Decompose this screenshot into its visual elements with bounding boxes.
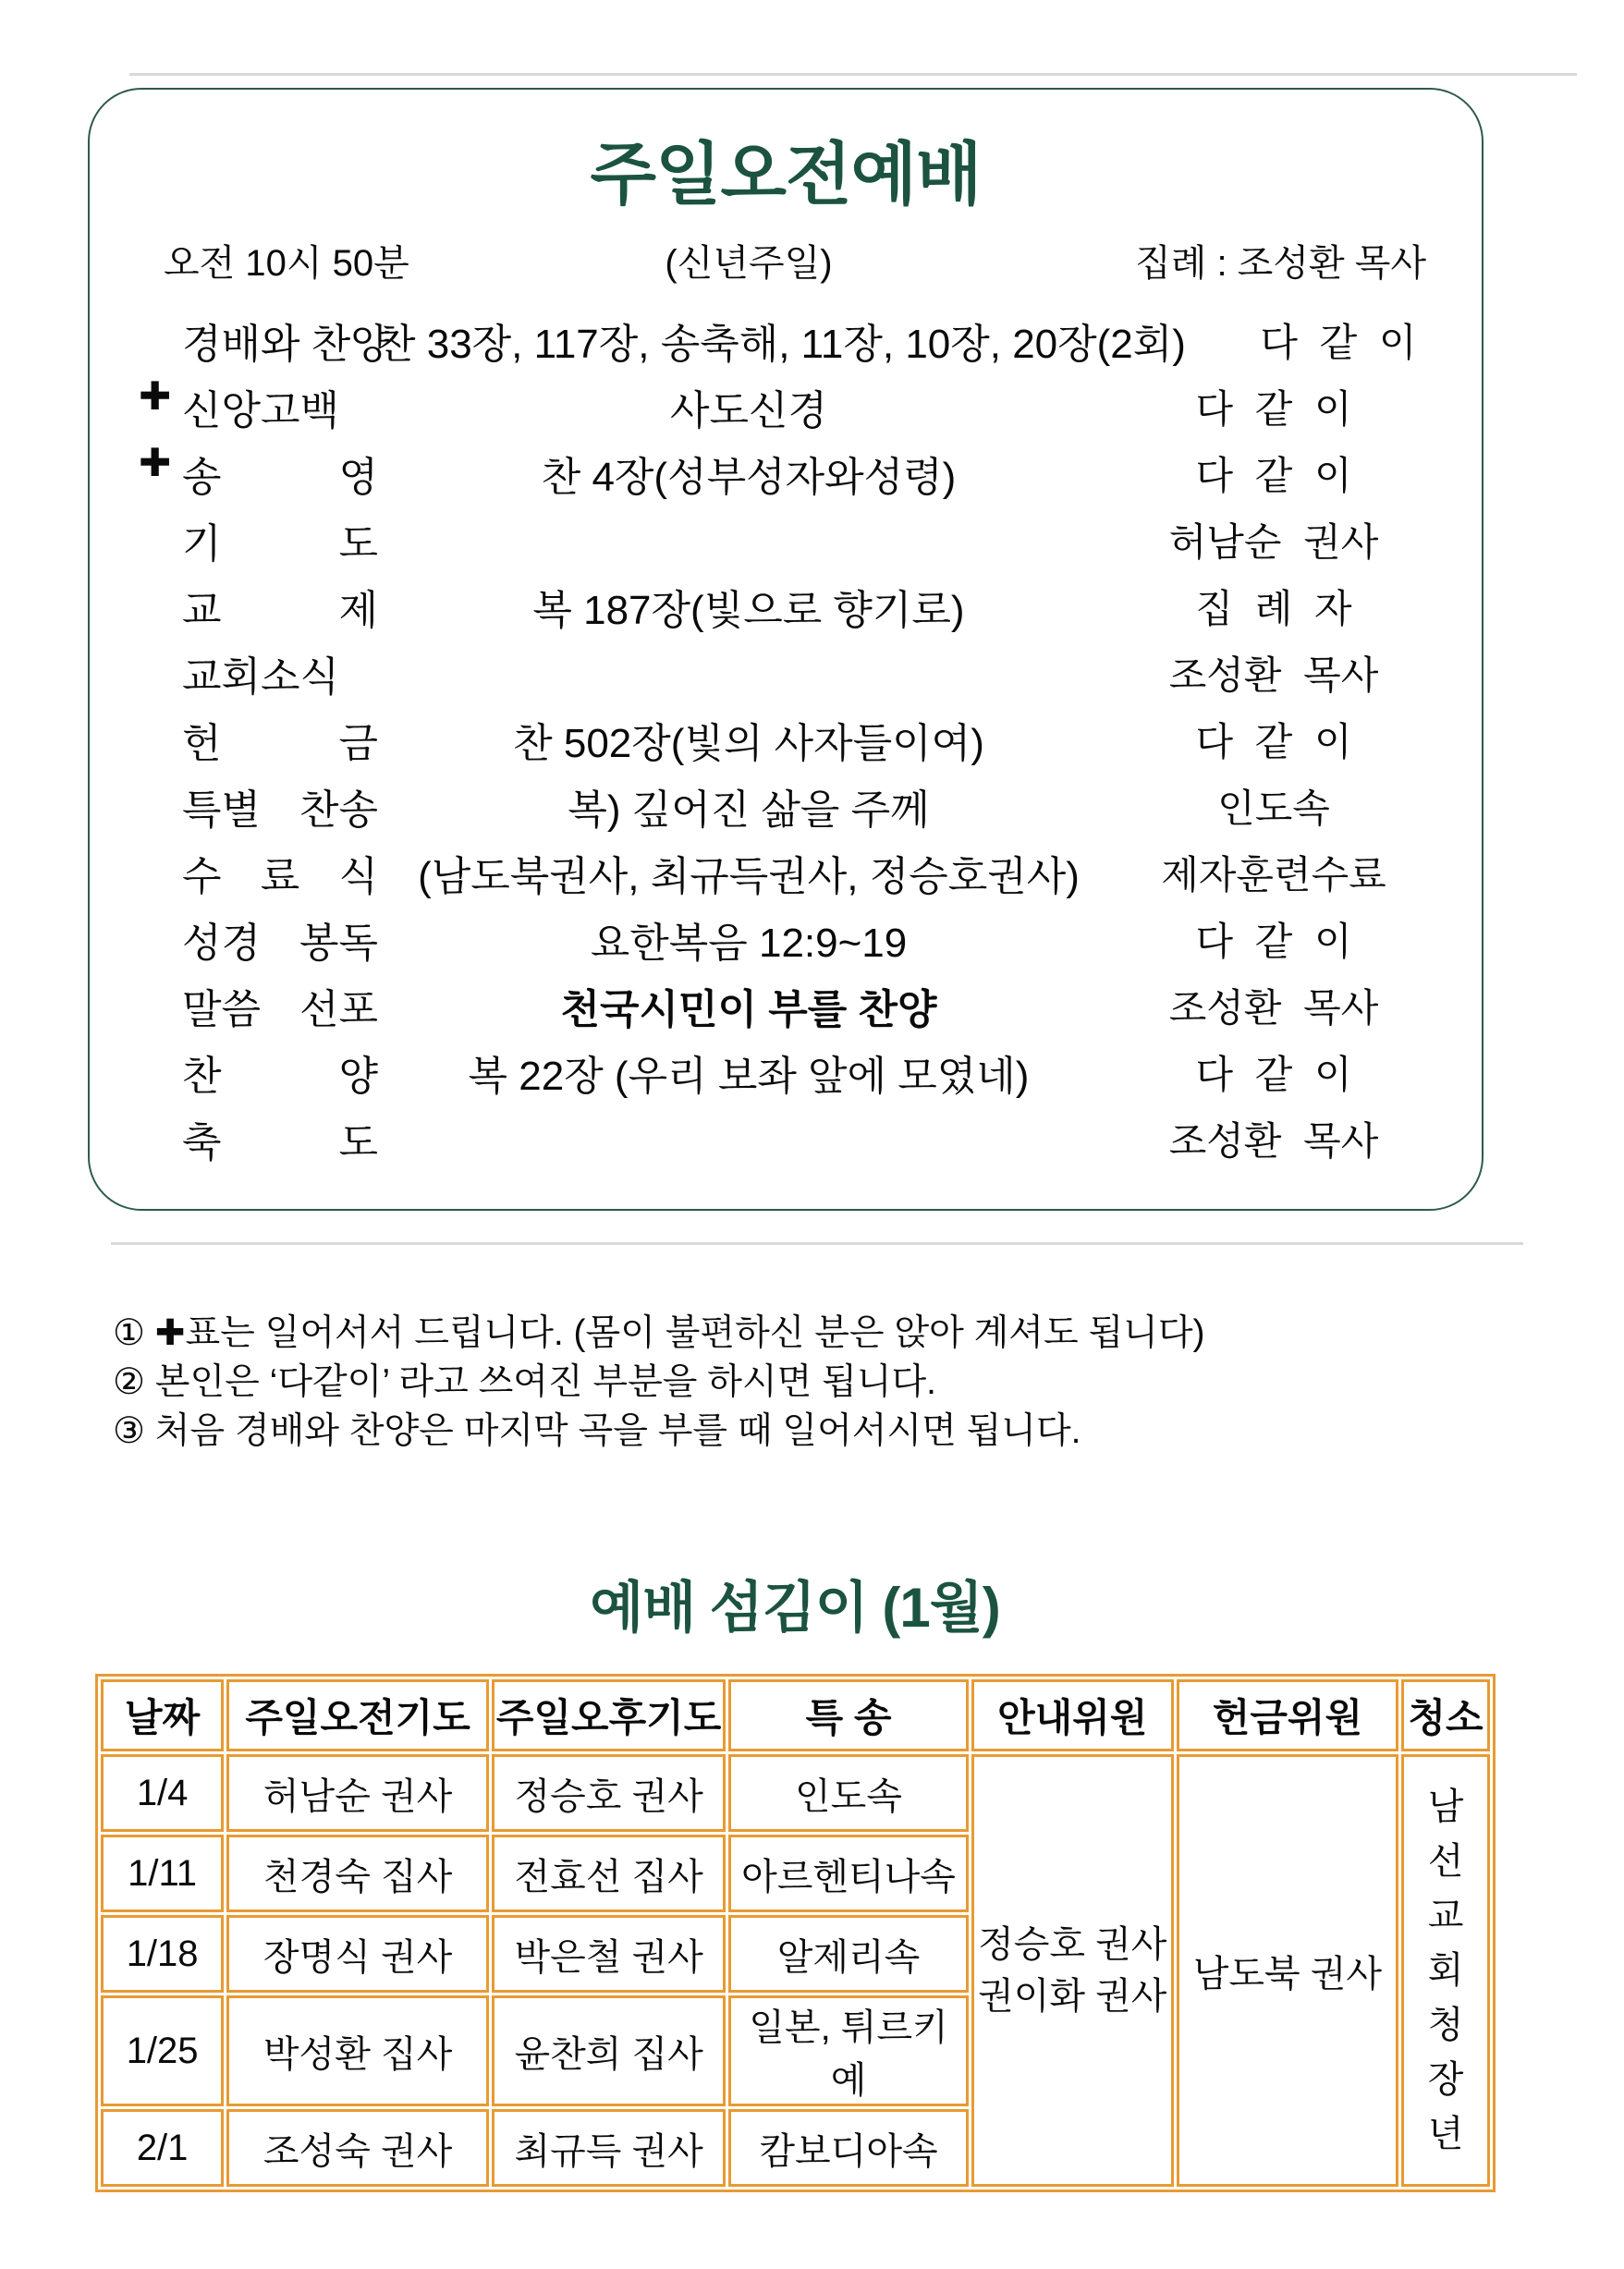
worship-item-by: 다 같 이	[1260, 321, 1417, 364]
service-occasion: (신년주일)	[665, 243, 833, 284]
worship-item-label: 교회소식	[182, 654, 340, 700]
col-header-am-prayer: 주일오전기도	[226, 1679, 489, 1751]
worship-item-by: 조성환 목사	[1168, 1119, 1379, 1163]
cell-pm-prayer: 정승호 권사	[492, 1754, 726, 1832]
worship-item-label: 경배와 찬양	[182, 322, 390, 367]
worship-item-detail: 복 22장 (우리 보좌 앞에 모였네)	[468, 1054, 1030, 1099]
cell-am-prayer: 박성환 집사	[226, 1995, 489, 2106]
worship-item-label: 수 료 식	[182, 854, 378, 899]
worship-item-by: 다 같 이	[1195, 720, 1352, 763]
servers-header-row	[101, 1679, 1490, 1751]
cleaning-group-vertical-text: 남선교회청장년	[1427, 1786, 1464, 2154]
worship-item-label	[139, 441, 378, 503]
worship-item-detail: 찬 502장(빛의 사자들이여)	[513, 721, 984, 766]
note-3: ③ 처음 경배와 찬양은 마지막 곡을 부를 때 일어서시면 됩니다.	[113, 1411, 1081, 1451]
worship-row-gloria	[139, 440, 1426, 506]
servers-table	[95, 1674, 1496, 2192]
worship-item-label: 헌 금	[182, 721, 378, 766]
worship-row-praise	[145, 307, 1426, 373]
worship-item-detail: 찬 33장, 117장, 송축해, 11장, 10장, 20장(2회)	[376, 322, 1186, 367]
worship-item-by: 다 같 이	[1195, 1053, 1352, 1096]
cell-special-song: 캄보디아속	[728, 2109, 968, 2187]
worship-title: 주일오전예배	[590, 136, 982, 213]
worship-item-by: 조성환 목사	[1168, 653, 1379, 697]
worship-item-label: 축 도	[182, 1120, 378, 1165]
col-header-cleaning: 청소	[1401, 1679, 1490, 1751]
cell-offering-merged: 남도북 권사	[1177, 1754, 1398, 2187]
usher-name-1: 정승호 권사	[978, 1924, 1167, 1965]
worship-item-detail: 요한복음 12:9~19	[590, 921, 908, 966]
worship-item-label: 특별 찬송	[182, 787, 378, 833]
cell-pm-prayer: 박은철 권사	[492, 1915, 726, 1993]
worship-row-hymn	[145, 1039, 1426, 1105]
cell-date: 1/4	[101, 1754, 224, 1832]
worship-row-scripture	[145, 906, 1426, 972]
worship-item-detail: 찬 4장(성부성자와성령)	[541, 455, 957, 500]
worship-item-by: 허남순 권사	[1168, 520, 1379, 564]
worship-rows	[139, 307, 1426, 1172]
col-header-offering: 헌금위원	[1177, 1679, 1398, 1751]
worship-item-by: 인도속	[1217, 787, 1330, 830]
worship-row-completion-ceremony	[145, 839, 1426, 906]
worship-row-offering	[145, 706, 1426, 773]
cell-date: 2/1	[101, 2109, 224, 2187]
worship-item-by: 다 같 이	[1195, 454, 1352, 497]
worship-row-sermon	[145, 972, 1426, 1039]
cross-icon: ✚	[139, 441, 172, 484]
scan-shadow-bottom	[111, 1242, 1523, 1245]
scan-shadow-top	[129, 73, 1577, 76]
cell-am-prayer: 허남순 권사	[226, 1754, 489, 1832]
cell-am-prayer: 조성숙 권사	[226, 2109, 489, 2187]
service-time: 오전 10시 50분	[164, 243, 409, 284]
cell-special-song: 인도속	[728, 1754, 968, 1832]
cell-pm-prayer: 윤찬희 집사	[492, 1995, 726, 2106]
worship-item-detail: 천국시민이 부를 찬양	[560, 987, 937, 1032]
worship-item-label-text: 신앙고백	[182, 388, 340, 433]
usher-name-2: 권이화 권사	[978, 1976, 1167, 2017]
worship-item-label: 기 도	[182, 521, 378, 567]
worship-row-prayer	[145, 506, 1426, 573]
worship-row-benediction	[145, 1105, 1426, 1172]
worship-item-detail: (남도북권사, 최규득권사, 정승호권사)	[418, 854, 1080, 899]
worship-item-detail: 사도신경	[669, 388, 827, 433]
col-header-special-song: 특 송	[728, 1679, 968, 1751]
col-header-date: 날짜	[101, 1679, 224, 1751]
servers-row-1	[101, 1754, 1490, 1832]
worship-notes	[113, 1309, 1205, 1456]
col-header-pm-prayer: 주일오후기도	[492, 1679, 726, 1751]
worship-order-card	[88, 88, 1484, 1211]
worship-item-detail: 복) 깊어진 삶을 주께	[568, 787, 930, 833]
cell-pm-prayer: 전효선 집사	[492, 1835, 726, 1912]
cell-date: 1/11	[101, 1835, 224, 1912]
cell-ushers-merged	[971, 1754, 1174, 2187]
cell-date: 1/18	[101, 1915, 224, 1993]
worship-item-by: 집 례 자	[1195, 587, 1352, 630]
worship-row-fellowship	[145, 573, 1426, 640]
worship-item-by: 조성환 목사	[1168, 986, 1379, 1030]
worship-item-label: 찬 양	[182, 1054, 378, 1099]
cell-cleaning-merged	[1401, 1754, 1490, 2187]
cell-special-song: 알제리속	[728, 1915, 968, 1993]
worship-row-church-news	[145, 640, 1426, 706]
cell-date: 1/25	[101, 1995, 224, 2106]
worship-item-by: 제자훈련수료	[1161, 853, 1386, 897]
worship-item-by: 다 같 이	[1195, 920, 1352, 963]
note-2: ② 본인은 ‘다같이’ 라고 쓰여진 부분을 하시면 됩니다.	[113, 1362, 937, 1402]
worship-item-label	[139, 374, 378, 436]
servers-section-title: 예배 섬김이 (1월)	[590, 1577, 1000, 1639]
cell-special-song: 일본, 튀르키예	[728, 1995, 968, 2106]
cross-icon: ✚	[139, 374, 172, 418]
note-1: ① ✚표는 일어서서 드립니다. (몸이 불편하신 분은 앉아 계셔도 됩니다)	[113, 1313, 1205, 1353]
worship-item-by: 다 같 이	[1195, 387, 1352, 431]
worship-row-creed	[139, 373, 1426, 440]
cell-am-prayer: 천경숙 집사	[226, 1835, 489, 1912]
officiant-label: 집례 : 조성환 목사	[1135, 243, 1426, 284]
worship-item-label: 성경 봉독	[182, 921, 378, 966]
col-header-ushers: 안내위원	[971, 1679, 1174, 1751]
worship-item-label: 교 제	[182, 588, 378, 633]
cell-pm-prayer: 최규득 권사	[492, 2109, 726, 2187]
cell-special-song: 아르헨티나속	[728, 1835, 968, 1912]
worship-item-label: 말씀 선포	[182, 987, 378, 1032]
cell-am-prayer: 장명식 권사	[226, 1915, 489, 1993]
worship-item-detail: 복 187장(빛으로 향기로)	[532, 588, 965, 633]
worship-item-label-text: 송 영	[182, 455, 378, 500]
worship-subheader	[145, 234, 1426, 287]
worship-row-special-song	[145, 773, 1426, 839]
